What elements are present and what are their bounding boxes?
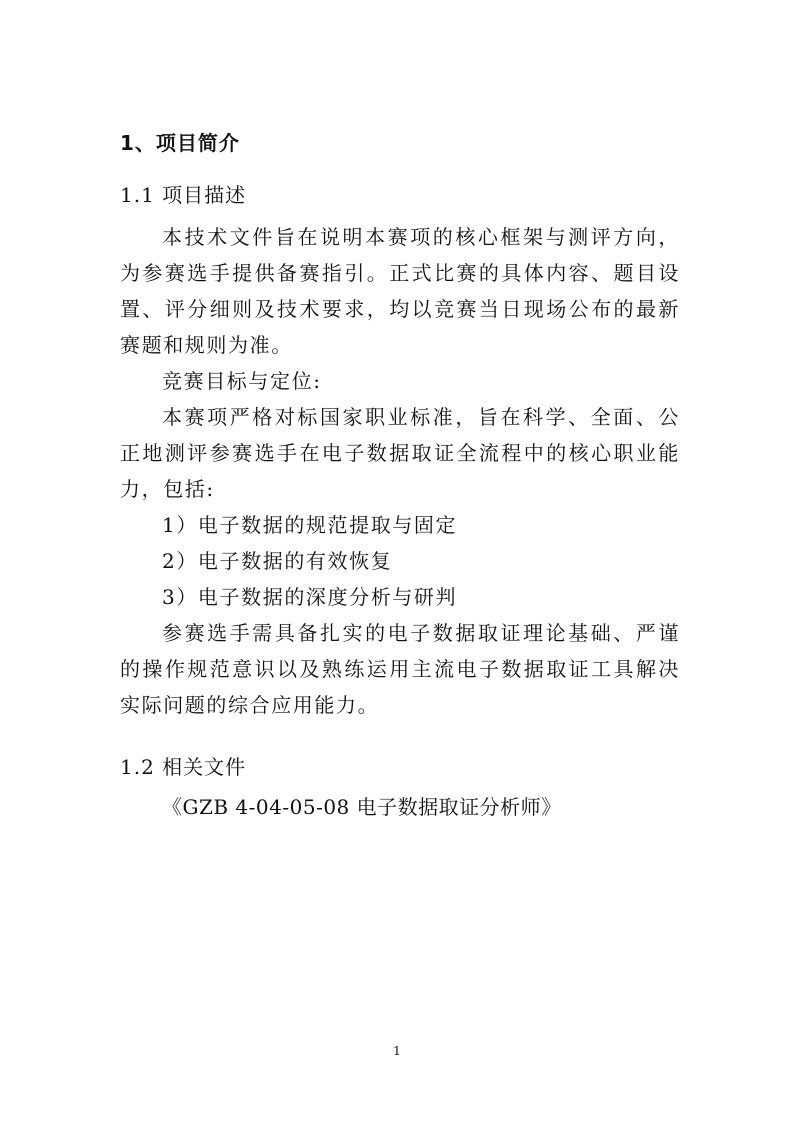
subsection-heading-1-1: 1.1 项目描述 bbox=[120, 183, 247, 207]
list-item: 2）电子数据的有效恢复 bbox=[162, 549, 393, 573]
page-number: 1 bbox=[393, 1044, 401, 1058]
subsection-heading-1-2: 1.2 相关文件 bbox=[120, 755, 247, 779]
paragraph-intro: 本技术文件旨在说明本赛项的核心框架与测评方向，为参赛选手提供备赛指引。正式比赛的具体内容、题目设置、评分细则及技术要求，均以竞赛当日现场公布的最新赛题和规则为准。 bbox=[120, 225, 680, 357]
paragraph-requirements: 参赛选手需具备扎实的电子数据取证理论基础、严谨的操作规范意识以及熟练运用主流电子数据取证工具解决实际问题的综合应用能力。 bbox=[120, 621, 680, 717]
goal-label: 竞赛目标与定位: bbox=[162, 369, 322, 393]
project-description-body bbox=[120, 219, 680, 723]
section-heading: 1、项目简介 bbox=[120, 131, 240, 155]
reference-document: 《GZB 4-04-05-08 电子数据取证分析师》 bbox=[162, 795, 562, 819]
paragraph-goal: 本赛项严格对标国家职业标准，旨在科学、全面、公正地测评参赛选手在电子数据取证全流程中的核心职业能力，包括: bbox=[120, 405, 680, 501]
list-item: 1）电子数据的规范提取与固定 bbox=[162, 513, 458, 537]
list-item: 3）电子数据的深度分析与研判 bbox=[162, 585, 458, 609]
